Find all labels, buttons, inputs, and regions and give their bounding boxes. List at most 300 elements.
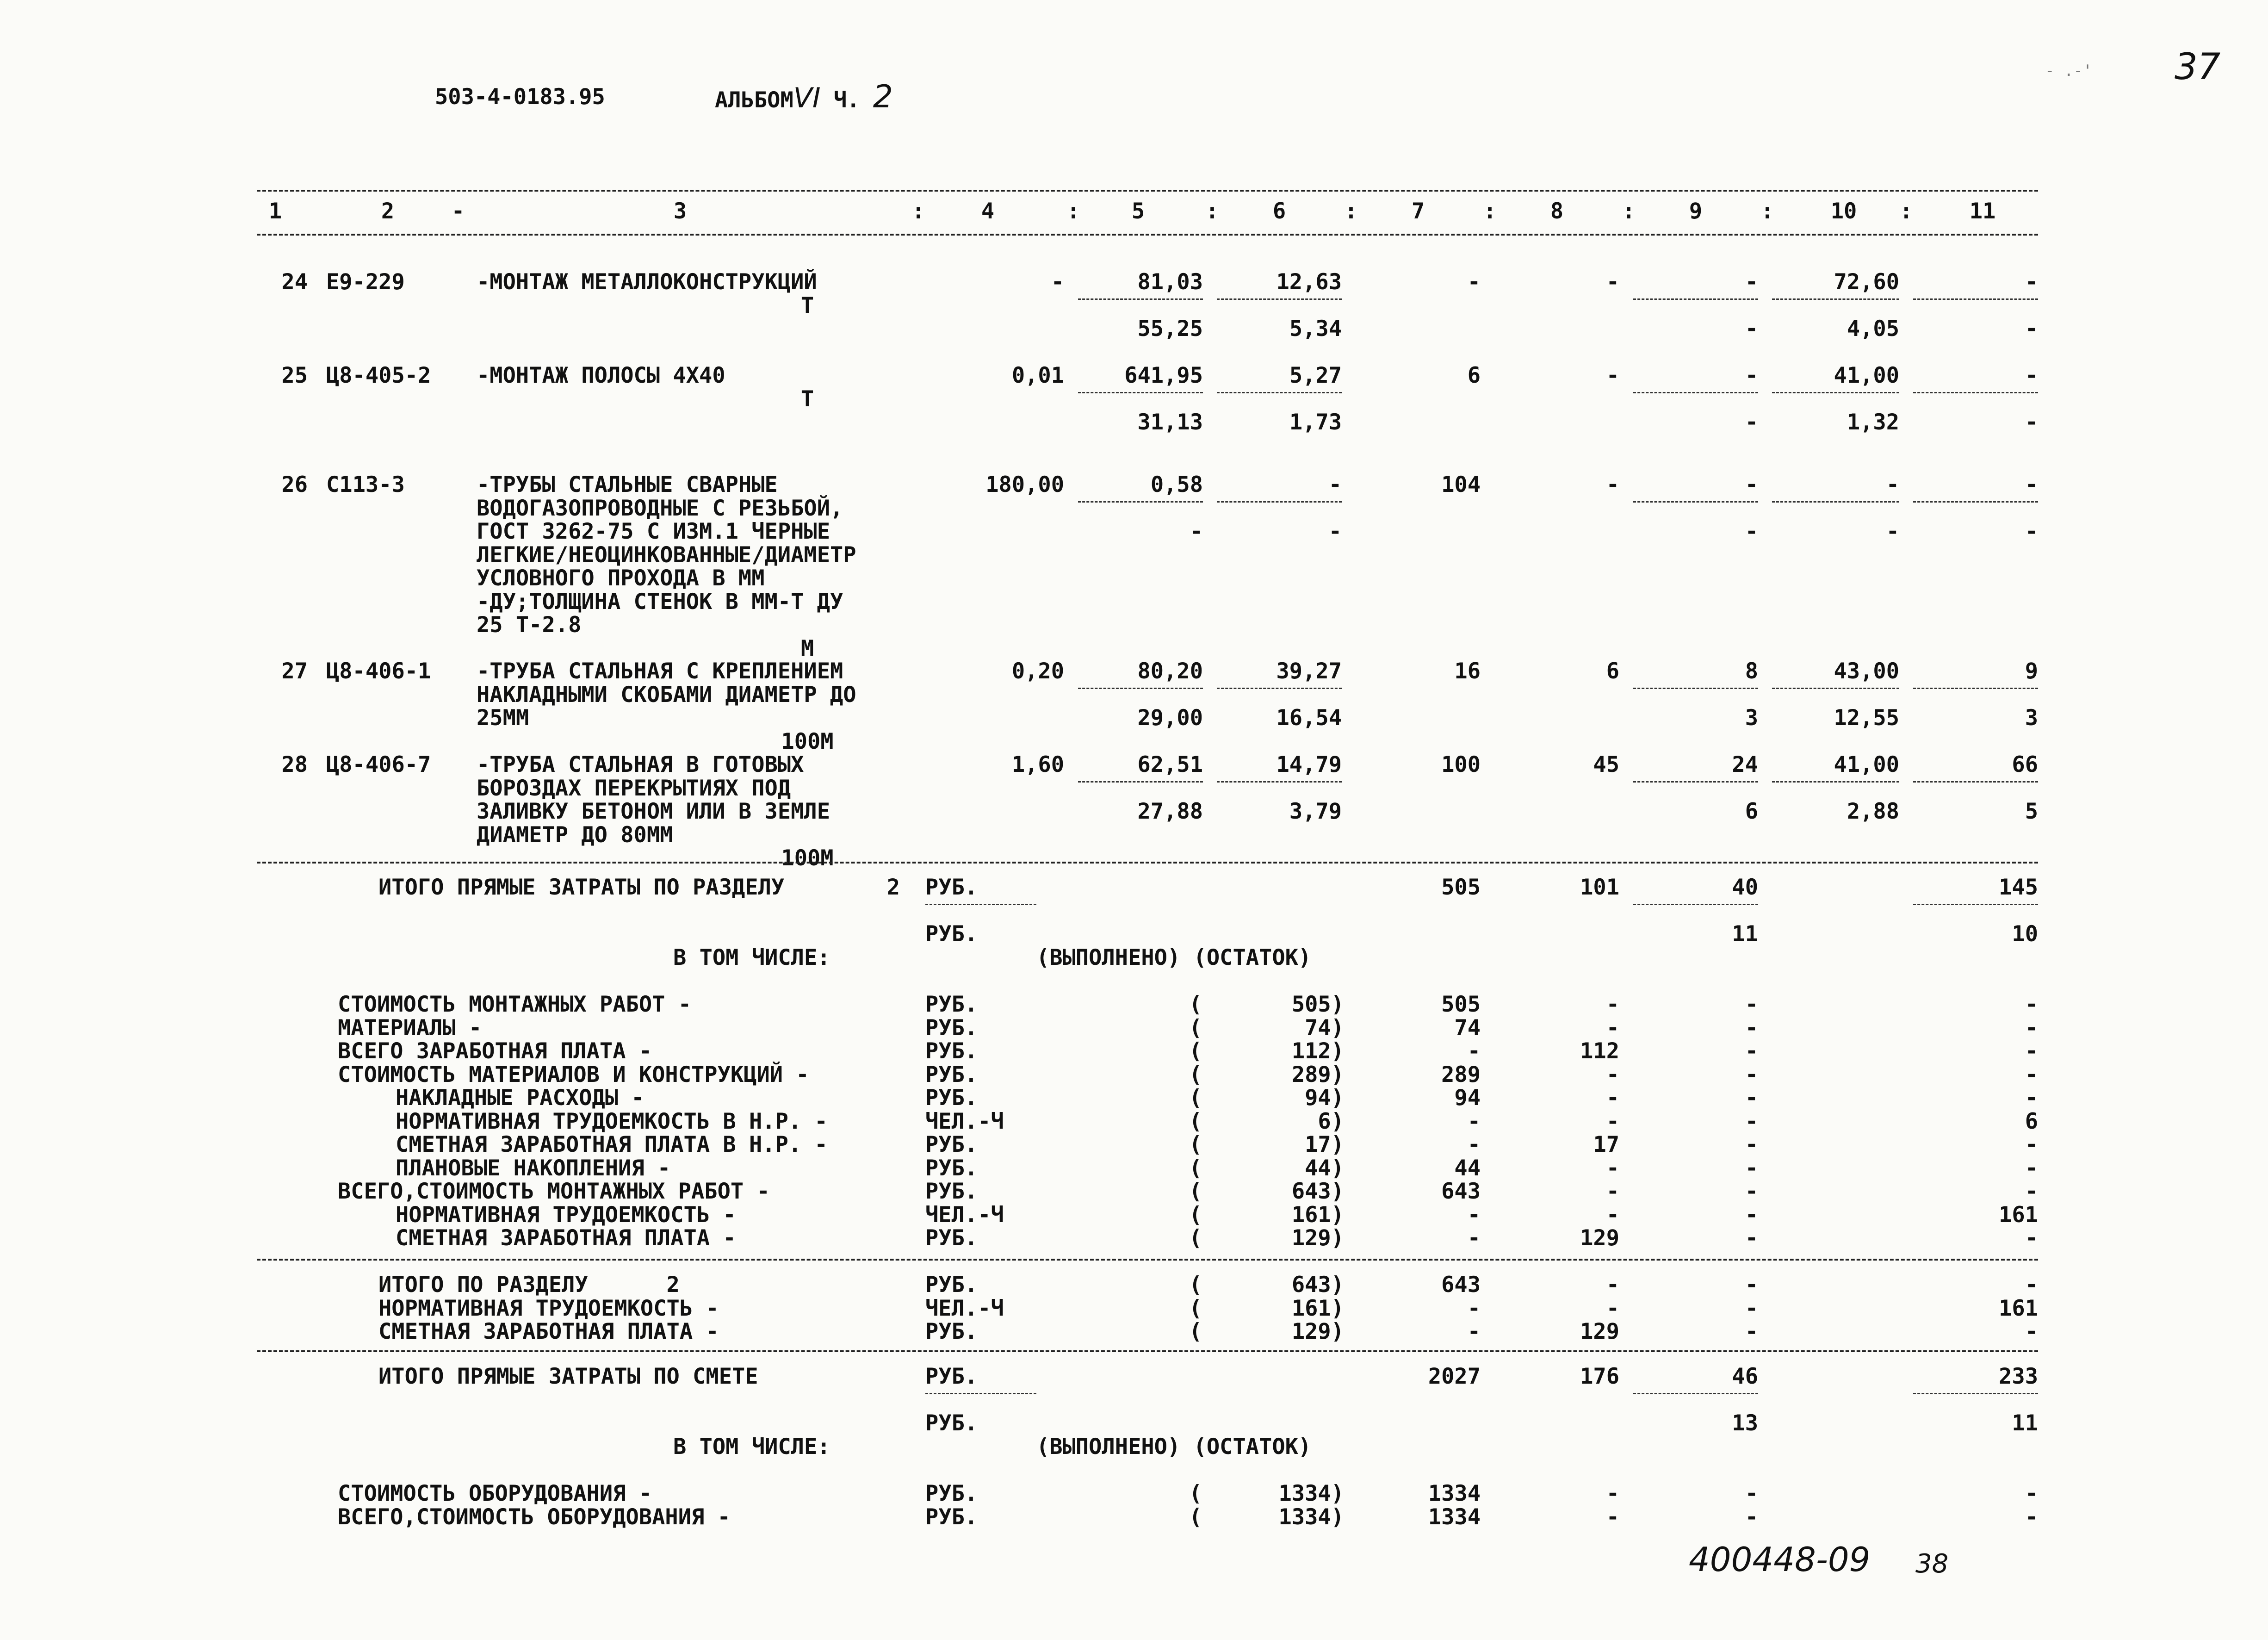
item-divider [1913,392,2038,393]
item-code: Ц8-406-1 [326,658,431,684]
breakdown-c9: - [1745,1015,1758,1041]
item-description-line: ГОСТ 3262-75 С ИЗМ.1 ЧЕРНЫЕ [477,519,830,544]
item-value-c9: 8 [1745,658,1758,684]
item-description-line: -ТРУБЫ СТАЛЬНЫЕ СВАРНЫЕ [477,472,778,497]
item-value-c5: 0,58 [1150,472,1203,497]
breakdown-label: НАКЛАДНЫЕ РАСХОДЫ - [396,1085,644,1111]
estimate_total-divider [925,1393,1036,1394]
breakdown-unit: РУБ. [925,1225,978,1251]
estimate_total-c8: 176 [1580,1364,1619,1389]
item-value-c6: - [1328,472,1342,497]
section_total-including: В ТОМ ЧИСЛЕ: [673,944,830,970]
album-label: АЛЬБОМVI Ч. 2 [715,79,893,115]
item-unit: 100М [781,728,834,754]
item-unit: 100М [781,845,834,871]
item-value-c9b: - [1745,519,1758,544]
column-header: : [1483,199,1497,224]
column-header: 11 [1969,199,1996,224]
breakdown-unit: РУБ. [925,1015,978,1041]
breakdown-c8: - [1606,1179,1619,1204]
breakdown-c11: - [2025,1179,2038,1204]
section_summary-value: 129) [1291,1319,1344,1344]
item-divider [1772,501,1899,503]
item-code: Ц8-405-2 [326,363,431,388]
breakdown-unit: ЧЕЛ.-Ч [925,1202,1004,1228]
item-code: Е9-229 [326,269,405,295]
section_summary-c9: - [1745,1319,1758,1344]
breakdown-c9: - [1745,1155,1758,1181]
column-header: 6 [1272,199,1286,224]
breakdown-label: СТОИМОСТЬ МАТЕРИАЛОВ И КОНСТРУКЦИЙ - [338,1062,809,1087]
open-paren: ( [1189,1295,1202,1321]
estimate_total-unit: РУБ. [925,1364,978,1389]
item-value-c7: 104 [1441,472,1481,497]
item-divider [1633,392,1758,393]
item-value-c6: 5,27 [1289,363,1342,388]
equipment-c9: - [1745,1481,1758,1506]
item-value-c10b: 1,32 [1847,410,1899,435]
item-divider [1633,501,1758,503]
item-value-c6b: 16,54 [1276,705,1342,731]
breakdown-c11: - [2025,1132,2038,1157]
item-value-c9b: - [1745,410,1758,435]
breakdown-c9: - [1745,1038,1758,1064]
open-paren: ( [1189,1155,1202,1181]
item-value-c11b: - [2025,410,2038,435]
breakdown-c11: - [2025,1038,2038,1064]
section_summary-unit: ЧЕЛ.-Ч [925,1295,1004,1321]
open-paren: ( [1189,1108,1202,1134]
equipment-c7: 1334 [1428,1481,1481,1506]
item-number: 26 [281,472,308,497]
item-value-c10b: 12,55 [1834,705,1899,731]
breakdown-label: ВСЕГО,СТОИМОСТЬ МОНТАЖНЫХ РАБОТ - [338,1179,770,1204]
breakdown-c11: 161 [1999,1202,2038,1228]
breakdown-c8: - [1606,1062,1619,1087]
item-value-c10: 41,00 [1834,752,1899,777]
breakdown-c11: - [2025,1155,2038,1181]
item-value-c6b: 5,34 [1289,316,1342,342]
breakdown-c7: 643 [1441,1179,1481,1204]
document-code: 503-4-0183.95 [435,84,605,110]
breakdown-unit: РУБ. [925,1155,978,1181]
breakdown-value: 112) [1291,1038,1344,1064]
breakdown-c11: - [2025,992,2038,1017]
item-value-c11: - [2025,363,2038,388]
item-description-line: -МОНТАЖ МЕТАЛЛОКОНСТРУКЦИЙ [477,269,817,295]
breakdown-label: СМЕТНАЯ ЗАРАБОТНАЯ ПЛАТА В Н.Р. - [396,1132,828,1157]
item-divider [1633,781,1758,783]
column-header: 1 [268,199,282,224]
item-description-line: -ТРУБА СТАЛЬНАЯ В ГОТОВЫХ [477,752,804,777]
breakdown-c9: - [1745,992,1758,1017]
item-value-c5b: 29,00 [1137,705,1203,731]
section_total-c11: 145 [1999,875,2038,900]
section_total-divider [1633,904,1758,905]
breakdown-value: 643) [1291,1179,1344,1204]
item-description-line: -ДУ;ТОЛЩИНА СТЕНОК В ММ-Т ДУ [477,589,843,615]
estimate_total-c11: 233 [1999,1364,2038,1389]
item-divider [1633,688,1758,689]
column-header: - [451,199,465,224]
column-header: 9 [1689,199,1703,224]
section_total-status-legend: (ВЫПОЛНЕНО) (ОСТАТОК) [1036,944,1312,970]
breakdown-c8: 129 [1580,1225,1619,1251]
breakdown-c7: 505 [1441,992,1481,1017]
estimate_total-c7: 2027 [1428,1364,1481,1389]
item-value-c10b: 4,05 [1847,316,1899,342]
section_summary-c11: - [2025,1272,2038,1298]
item-divider [1772,781,1899,783]
section_summary-unit: РУБ. [925,1319,978,1344]
item-value-c9: - [1745,472,1758,497]
item-description-line: УСЛОВНОГО ПРОХОДА В ММ [477,565,765,591]
breakdown-unit: РУБ. [925,1038,978,1064]
section_total-c9b: 11 [1732,921,1758,947]
breakdown-c7: 94 [1454,1085,1481,1111]
breakdown-unit: РУБ. [925,1132,978,1157]
item-value-c6b: 3,79 [1289,799,1342,824]
column-header: 8 [1550,199,1564,224]
estimate_total-c9: 46 [1732,1364,1758,1389]
item-value-c11: 66 [2012,752,2038,777]
header-rule-bottom [257,234,2038,236]
breakdown-c7: 44 [1454,1155,1481,1181]
equipment-c7: 1334 [1428,1504,1481,1530]
breakdown-label: СТОИМОСТЬ МОНТАЖНЫХ РАБОТ - [338,992,692,1017]
breakdown-value: 289) [1291,1062,1344,1087]
breakdown-c8: 17 [1593,1132,1619,1157]
section_total-c8: 101 [1580,875,1619,900]
section_summary-label: ИТОГО ПО РАЗДЕЛУ 2 [378,1272,680,1298]
estimate_total-label: ИТОГО ПРЯМЫЕ ЗАТРАТЫ ПО СМЕТЕ [378,1364,758,1389]
open-paren: ( [1189,1504,1202,1530]
item-divider [1078,392,1203,393]
item-value-c6: 14,79 [1276,752,1342,777]
section_total-section: 2 [886,875,900,900]
item-divider [1217,781,1342,783]
item-unit: М [800,635,814,661]
estimate_total-unit2: РУБ. [925,1410,978,1436]
item-value-c5b: 55,25 [1137,316,1203,342]
item-value-c4: 180,00 [985,472,1064,497]
equipment-c8: - [1606,1481,1619,1506]
section_total-divider [925,904,1036,905]
breakdown-unit: РУБ. [925,1062,978,1087]
item-divider [1913,688,2038,689]
estimate_total-c11b: 11 [2012,1410,2038,1436]
item-description-line: НАКЛАДНЫМИ СКОБАМИ ДИАМЕТР ДО [477,682,856,708]
item-value-c6: 12,63 [1276,269,1342,295]
section_summary-label: НОРМАТИВНАЯ ТРУДОЕМКОСТЬ - [378,1295,719,1321]
breakdown-c8: - [1606,1015,1619,1041]
breakdown-c8: - [1606,992,1619,1017]
item-divider [1217,688,1342,689]
breakdown-c9: - [1745,1202,1758,1228]
breakdown-c9: - [1745,1132,1758,1157]
section_summary-value: 643) [1291,1272,1344,1298]
item-value-c4: 0,20 [1011,658,1064,684]
item-value-c6b: - [1328,519,1342,544]
breakdown-c8: - [1606,1108,1619,1134]
item-description-line: 25ММ [477,705,529,731]
breakdown-unit: РУБ. [925,1179,978,1204]
open-paren: ( [1189,1179,1202,1204]
estimate_total-including: В ТОМ ЧИСЛЕ: [673,1434,830,1460]
item-value-c11: - [2025,269,2038,295]
item-value-c10: 72,60 [1834,269,1899,295]
item-value-c7: - [1467,269,1481,295]
breakdown-c11: 6 [2025,1108,2038,1134]
section_summary-c7: - [1467,1319,1481,1344]
breakdown-label: МАТЕРИАЛЫ - [338,1015,482,1041]
section_summary-c11: - [2025,1319,2038,1344]
item-unit: Т [800,386,814,412]
breakdown-c7: - [1467,1038,1481,1064]
item-divider [1217,501,1342,503]
item-value-c5: 641,95 [1124,363,1203,388]
breakdown-value: 94) [1305,1085,1344,1111]
breakdown-value: 17) [1305,1132,1344,1157]
item-value-c11b: - [2025,519,2038,544]
breakdown-value: 129) [1291,1225,1344,1251]
equipment-unit: РУБ. [925,1504,978,1530]
breakdown-label: ВСЕГО ЗАРАБОТНАЯ ПЛАТА - [338,1038,652,1064]
estimate_total-divider [1633,1393,1758,1394]
item-value-c5: 81,03 [1137,269,1203,295]
item-value-c9: - [1745,363,1758,388]
item-value-c8: - [1606,363,1619,388]
section_total-divider [1913,904,2038,905]
item-divider [1772,298,1899,300]
breakdown-label: ПЛАНОВЫЕ НАКОПЛЕНИЯ - [396,1155,671,1181]
estimate_total-c9b: 13 [1732,1410,1758,1436]
column-header: 4 [981,199,995,224]
breakdown-c11: - [2025,1015,2038,1041]
breakdown-unit: РУБ. [925,1085,978,1111]
open-paren: ( [1189,1062,1202,1087]
section_summary-label: СМЕТНАЯ ЗАРАБОТНАЯ ПЛАТА - [378,1319,719,1344]
section_total-label: ИТОГО ПРЯМЫЕ ЗАТРАТЫ ПО РАЗДЕЛУ [378,875,785,900]
item-value-c5: 80,20 [1137,658,1203,684]
item-value-c8: - [1606,269,1619,295]
item-divider [1078,298,1203,300]
item-value-c8: 6 [1606,658,1619,684]
section_summary-c8: - [1606,1295,1619,1321]
column-header: 10 [1830,199,1857,224]
breakdown-unit: ЧЕЛ.-Ч [925,1108,1004,1134]
breakdown-c7: - [1467,1225,1481,1251]
section_total-c9: 40 [1732,875,1758,900]
equipment-c11: - [2025,1481,2038,1506]
item-value-c11: 9 [2025,658,2038,684]
item-value-c5b: 31,13 [1137,410,1203,435]
column-header: : [911,199,925,224]
section_summary-c9: - [1745,1272,1758,1298]
item-divider [1078,688,1203,689]
item-value-c4: - [1051,269,1064,295]
item-divider [1078,501,1203,503]
column-header: 2 [381,199,395,224]
item-value-c10b: 2,88 [1847,799,1899,824]
open-paren: ( [1189,1202,1202,1228]
breakdown-c8: 112 [1580,1038,1619,1064]
item-number: 28 [281,752,308,777]
item-unit: Т [800,292,814,318]
column-header: : [1760,199,1774,224]
equipment-value: 1334) [1278,1481,1344,1506]
item-value-c11: - [2025,472,2038,497]
estimate_total-status-legend: (ВЫПОЛНЕНО) (ОСТАТОК) [1036,1434,1312,1460]
corner-marks: - .-' [2045,62,2093,80]
breakdown-label: СМЕТНАЯ ЗАРАБОТНАЯ ПЛАТА - [396,1225,736,1251]
section_summary-c7: - [1467,1295,1481,1321]
item-divider [1913,501,2038,503]
breakdown-bottom-rule [257,1259,2038,1261]
item-description-line: -ТРУБА СТАЛЬНАЯ С КРЕПЛЕНИЕМ [477,658,843,684]
equipment-unit: РУБ. [925,1481,978,1506]
item-value-c5: 62,51 [1137,752,1203,777]
item-description-line: ВОДОГАЗОПРОВОДНЫЕ С РЕЗЬБОЙ, [477,495,843,521]
section_summary-c11: 161 [1999,1295,2038,1321]
column-header: 7 [1411,199,1425,224]
estimate_total-divider [1913,1393,2038,1394]
open-paren: ( [1189,1085,1202,1111]
item-description-line: БОРОЗДАХ ПЕРЕКРЫТИЯХ ПОД [477,775,791,801]
item-value-c5b: 27,88 [1137,799,1203,824]
item-value-c10: - [1886,472,1899,497]
item-divider [1772,392,1899,393]
section-summary-bottom-rule [257,1350,2038,1352]
breakdown-c7: - [1467,1202,1481,1228]
header-rule-top [257,190,2038,192]
equipment-value: 1334) [1278,1504,1344,1530]
open-paren: ( [1189,1272,1202,1298]
open-paren: ( [1189,1225,1202,1251]
column-header: : [1066,199,1080,224]
breakdown-value: 44) [1305,1155,1344,1181]
item-number: 27 [281,658,308,684]
item-value-c7: 6 [1467,363,1481,388]
equipment-c11: - [2025,1504,2038,1530]
item-value-c5b: - [1190,519,1203,544]
item-description-line: -МОНТАЖ ПОЛОСЫ 4Х40 [477,363,725,388]
equipment-label: СТОИМОСТЬ ОБОРУДОВАНИЯ - [338,1481,652,1506]
section_summary-c8: 129 [1580,1319,1619,1344]
breakdown-c8: - [1606,1155,1619,1181]
item-description-line: 25 Т-2.8 [477,612,582,638]
open-paren: ( [1189,1481,1202,1506]
column-header: : [1205,199,1219,224]
item-divider [1913,298,2038,300]
item-description-line: ЛЕГКИЕ/НЕОЦИНКОВАННЫЕ/ДИАМЕТР [477,542,856,568]
section_summary-c8: - [1606,1272,1619,1298]
item-value-c9: 24 [1732,752,1758,777]
item-value-c9b: - [1745,316,1758,342]
item-value-c9b: 3 [1745,705,1758,731]
breakdown-c7: - [1467,1132,1481,1157]
page-number: 37 [2175,46,2221,88]
item-value-c4: 0,01 [1011,363,1064,388]
item-divider [1078,781,1203,783]
open-paren: ( [1189,1015,1202,1041]
section_total-c7: 505 [1441,875,1481,900]
item-value-c10: 41,00 [1834,363,1899,388]
open-paren: ( [1189,992,1202,1017]
breakdown-unit: РУБ. [925,992,978,1017]
item-value-c6b: 1,73 [1289,410,1342,435]
section_summary-c7: 643 [1441,1272,1481,1298]
section_total-c11b: 10 [2012,921,2038,947]
item-code: Ц8-406-7 [326,752,431,777]
breakdown-label: НОРМАТИВНАЯ ТРУДОЕМКОСТЬ В Н.Р. - [396,1108,828,1134]
breakdown-c11: - [2025,1085,2038,1111]
breakdown-c11: - [2025,1062,2038,1087]
column-header: : [1622,199,1636,224]
item-value-c9b: 6 [1745,799,1758,824]
item-value-c8: 45 [1593,752,1619,777]
item-value-c11b: - [2025,316,2038,342]
column-header: : [1899,199,1913,224]
item-value-c9: - [1745,269,1758,295]
item-value-c11b: 5 [2025,799,2038,824]
section_summary-unit: РУБ. [925,1272,978,1298]
breakdown-c9: - [1745,1225,1758,1251]
item-description-line: ЗАЛИВКУ БЕТОНОМ ИЛИ В ЗЕМЛЕ [477,799,830,824]
items-bottom-rule [257,862,2038,863]
item-divider [1217,298,1342,300]
section_total-unit: РУБ. [925,875,978,900]
item-value-c10b: - [1886,519,1899,544]
breakdown-value: 161) [1291,1202,1344,1228]
breakdown-c7: - [1467,1108,1481,1134]
equipment-label: ВСЕГО,СТОИМОСТЬ ОБОРУДОВАНИЯ - [338,1504,731,1530]
item-value-c8: - [1606,472,1619,497]
equipment-c8: - [1606,1504,1619,1530]
column-header: 3 [673,199,687,224]
section_summary-c9: - [1745,1295,1758,1321]
breakdown-c7: 289 [1441,1062,1481,1087]
breakdown-c8: - [1606,1085,1619,1111]
item-divider [1772,688,1899,689]
breakdown-value: 6) [1318,1108,1344,1134]
breakdown-c11: - [2025,1225,2038,1251]
item-divider [1633,298,1758,300]
item-value-c10: 43,00 [1834,658,1899,684]
breakdown-c9: - [1745,1085,1758,1111]
open-paren: ( [1189,1038,1202,1064]
breakdown-value: 74) [1305,1015,1344,1041]
breakdown-c9: - [1745,1062,1758,1087]
item-number: 24 [281,269,308,295]
column-header: 5 [1131,199,1145,224]
item-value-c4: 1,60 [1011,752,1064,777]
open-paren: ( [1189,1132,1202,1157]
item-value-c11b: 3 [2025,705,2038,731]
breakdown-label: НОРМАТИВНАЯ ТРУДОЕМКОСТЬ - [396,1202,736,1228]
breakdown-c7: 74 [1454,1015,1481,1041]
section_summary-value: 161) [1291,1295,1344,1321]
equipment-c9: - [1745,1504,1758,1530]
breakdown-c8: - [1606,1202,1619,1228]
footer-doc-code: 400448-09 [1689,1540,1871,1579]
breakdown-c9: - [1745,1179,1758,1204]
item-divider [1217,392,1342,393]
footer-sheet-number: 38 [1915,1549,1949,1579]
section_total-unit2: РУБ. [925,921,978,947]
item-code: С113-3 [326,472,405,497]
item-value-c7: 100 [1441,752,1481,777]
